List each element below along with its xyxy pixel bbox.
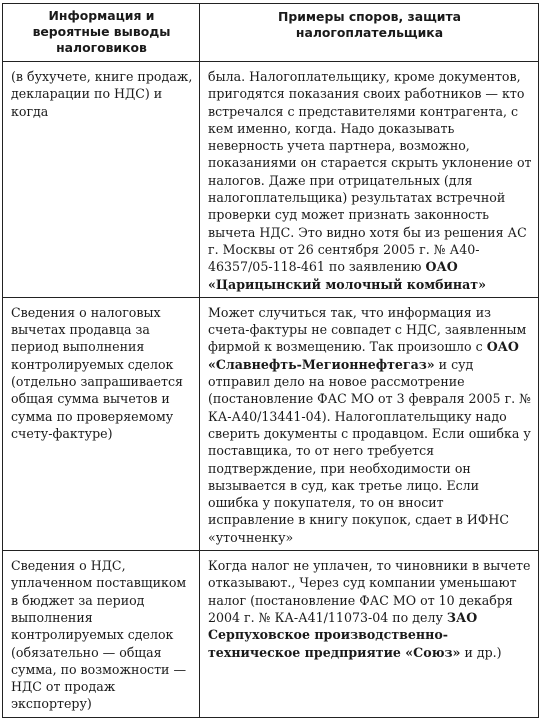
row3-company: ЗАО Серпуховское производственно-техническое предприятие «Союз» bbox=[208, 609, 478, 660]
row2-text-1: Может случиться так, что информация из счета-фактуры не совпадет с НДС, заявленным фирмой к возмещению. Так произошло с bbox=[208, 304, 527, 355]
row3-left: Сведения о НДС, уплаченном поставщиком в бюджет за период выполнения контролируемых сделок (обязательно — общая сумма, по возможности — НДС от продаж экспортеру) bbox=[3, 551, 200, 718]
row2-text-2: и суд отправил дело на новое рассмотрение (постановление ФАС МО от 3 февраля 2005 г. № КА-А40/13441-04). Налогоплательщику надо сверить документы с продавцом. Если ошибка у поставщика, то от него требуется подтверждение, при необходимости он вызывается в суд, как третье лицо. Если ошибка у покупателя, то он вносит исправление в книгу покупок, сдает в ИФНС «уточненку» bbox=[208, 356, 532, 545]
row1-company: ОАО «Царицынский молочный комбинат» bbox=[208, 259, 486, 292]
row3-text-2: и др.) bbox=[460, 644, 502, 660]
table-row bbox=[3, 551, 539, 718]
row2-company: ОАО «Славнефть-Мегионнефтегаз» bbox=[208, 339, 519, 372]
table-header-row bbox=[3, 4, 539, 62]
header-info: Информация и вероятные выводы налоговиков bbox=[3, 4, 200, 62]
row2-left: Сведения о налоговых вычетах продавца за период выполнения контролируемых сделок (отдельно запрашивается общая сумма вычетов и сумма по проверяемому счету-фактуре) bbox=[3, 297, 200, 550]
tax-table bbox=[2, 3, 539, 718]
row3-text-1: Когда налог не уплачен, то чиновники в вычете отказывают., Через суд компании уменьшают налог (постановление ФАС МО от 10 декабря 2004 г. № КА-А41/11073-04 по делу bbox=[208, 558, 531, 625]
table-row bbox=[3, 297, 539, 550]
row2-right bbox=[200, 297, 539, 550]
row3-right bbox=[200, 551, 539, 718]
row1-text: была. Налогоплательщику, кроме документов, пригодятся показания своих работников — кто встречался с представителями контрагента, с кем именно, когда. Надо доказывать неверность учета партнера, возможно, показаниями он старается скрыть уклонение от налогов. Даже при отрицательных (для налогоплательщика) результатах встречной проверки суд может признать законность вычета НДС. Это видно хотя бы из решения АС г. Москвы от 26 сентября 2005 г. № А40-46357/05-118-461 по заявлению bbox=[208, 69, 532, 275]
row1-left: (в бухучете, книге продаж, декларации по НДС) и когда bbox=[3, 62, 200, 298]
row1-right bbox=[200, 62, 539, 298]
table-row bbox=[3, 62, 539, 298]
header-examples: Примеры споров, защита налогоплательщика bbox=[200, 4, 539, 62]
